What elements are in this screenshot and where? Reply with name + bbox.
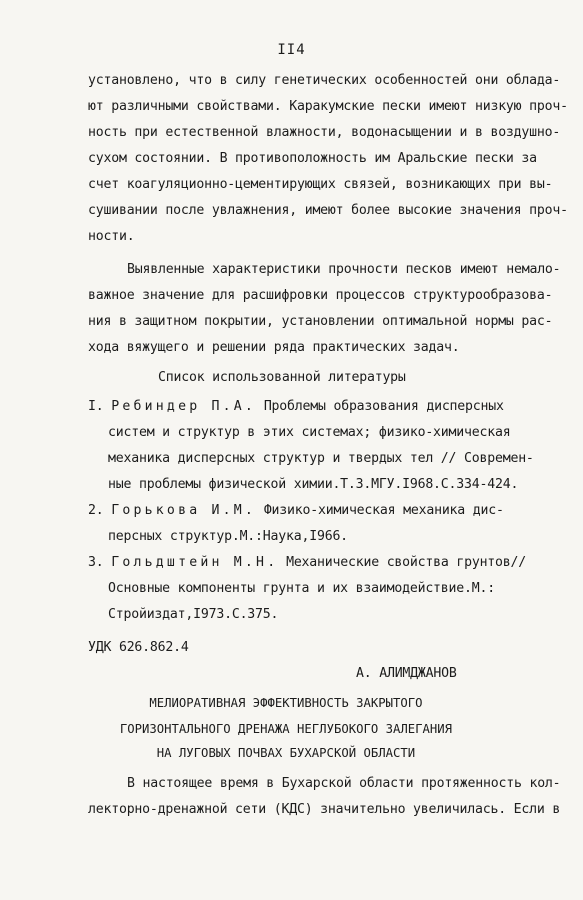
reference-line: механика дисперсных структур и твердых тел // Современ-: [108, 451, 534, 466]
reference-number: 3.: [88, 555, 104, 570]
article-author: А. АЛИМДЖАНОВ: [356, 666, 457, 681]
reference-line: Стройиздат,I973.С.375.: [108, 607, 279, 622]
text-line: важное значение для расшифровки процессов структурообразова-: [88, 288, 553, 303]
text-line: ности.: [88, 229, 135, 244]
text-line: сушивании после увлажнения, имеют более высокие значения проч-: [88, 203, 568, 218]
text-line: ния в защитном покрытии, установлении оптимальной нормы рас-: [88, 314, 553, 329]
udk-code: УДК 626.862.4: [88, 640, 189, 655]
text-line: лекторно-дренажной сети (КДС) значительно увеличилась. Если в: [88, 802, 561, 817]
reference-line: систем и структур в этих системах; физико-химическая: [108, 425, 511, 440]
article-title-line: МЕЛИОРАТИВНАЯ ЭФФЕКТИВНОСТЬ ЗАКРЫТОГО: [149, 695, 423, 710]
article-title-line: ГОРИЗОНТАЛЬНОГО ДРЕНАЖА НЕГЛУБОКОГО ЗАЛЕГАНИЯ: [119, 721, 453, 736]
text-line: счет коагуляционно-цементирующих связей, возникающих при вы-: [88, 177, 553, 192]
reference-text: Физико-химическая механика дис-: [263, 503, 504, 518]
text-line: В настоящее время в Бухарской области протяженность кол-: [127, 776, 561, 791]
article-title-line: НА ЛУГОВЫХ ПОЧВАХ БУХАРСКОЙ ОБЛАСТИ: [156, 745, 416, 760]
references-title: Список использованной литературы: [158, 370, 406, 385]
text-line: установлено, что в силу генетических особенностей они облада-: [88, 73, 561, 88]
reference-line: Основные компоненты грунта и их взаимодействие.М.:: [108, 581, 495, 596]
reference-number: I.: [88, 399, 104, 414]
text-line: Выявленные характеристики прочности песков имеют немало-: [127, 262, 561, 277]
text-line: ют различными свойствами. Каракумские пески имеют низкую проч-: [88, 99, 568, 114]
reference-text: Проблемы образования дисперсных: [263, 399, 504, 414]
reference-line: персных структур.М.:Наука,I966.: [108, 529, 348, 544]
reference-item: [88, 399, 504, 415]
reference-item: [88, 555, 526, 571]
reference-author: Ребиндер П.А.: [111, 399, 257, 414]
text-line: хода вяжущего и решении ряда практических задач.: [88, 340, 460, 355]
reference-item: [88, 503, 504, 519]
reference-author: Горькова И.М.: [111, 503, 257, 518]
page-number: II4: [277, 42, 306, 58]
text-line: сухом состоянии. В противоположность им Аральские пески за: [88, 151, 537, 166]
text-line: ность при естественной влажности, водонасыщении и в воздушно-: [88, 125, 561, 140]
reference-line: ные проблемы физической химии.Т.З.МГУ.I968.С.334-424.: [108, 477, 519, 492]
reference-number: 2.: [88, 503, 104, 518]
reference-text: Механические свойства грунтов//: [286, 555, 527, 570]
reference-author: Гольдштейн М.Н.: [111, 555, 279, 570]
